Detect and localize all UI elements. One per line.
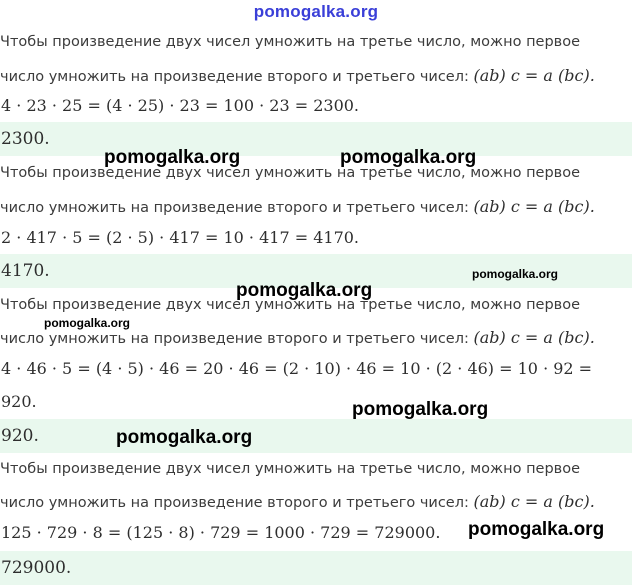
answer-box [0, 122, 632, 156]
rule-text: число умножить на произведение второго и третьего чисел: [0, 495, 469, 511]
calculation-line: 125 · 729 · 8 = (125 · 8) · 729 = 1000 · 729 = 729000. [1, 523, 441, 542]
rule-line-1: Чтобы произведение двух чисел умножить на третье число, можно первое [0, 461, 581, 477]
rule-formula: (ab) c = a (bc). [473, 328, 595, 347]
rule-formula: (ab) c = a (bc). [473, 197, 595, 216]
answer-box [0, 419, 632, 453]
watermark: pomogalka.org [116, 427, 253, 448]
rule-line-1: Чтобы произведение двух чисел умножить на третье число, можно первое [0, 34, 581, 50]
answer-text: 4170. [1, 261, 50, 281]
watermark: pomogalka.org [468, 519, 605, 540]
rule-formula: (ab) c = a (bc). [473, 492, 595, 511]
calculation-line: 2 · 417 · 5 = (2 · 5) · 417 = 10 · 417 = 4170. [1, 228, 360, 247]
rule-text: число умножить на произведение второго и третьего чисел: [0, 331, 469, 347]
rule-line-2 [0, 492, 632, 511]
watermark: pomogalka.org [44, 316, 131, 330]
answer-text: 920. [1, 426, 39, 446]
rule-text: число умножить на произведение второго и третьего чисел: [0, 200, 469, 216]
rule-line-2 [0, 66, 632, 85]
answer-text: 2300. [1, 129, 50, 149]
rule-line-1: Чтобы произведение двух чисел умножить на третье число, можно первое [0, 297, 581, 313]
rule-line-1: Чтобы произведение двух чисел умножить на третье число, можно первое [0, 165, 581, 181]
watermark: pomogalka.org [352, 399, 489, 420]
rule-line-2 [0, 328, 632, 347]
answer-box [0, 551, 632, 585]
header-watermark: pomogalka.org [253, 2, 379, 21]
calculation-line: 4 · 23 · 25 = (4 · 25) · 23 = 100 · 23 = 2300. [1, 96, 360, 115]
rule-formula: (ab) c = a (bc). [473, 66, 595, 85]
rule-line-2 [0, 197, 632, 216]
answer-text: 729000. [1, 558, 72, 578]
calculation-line-continued: 920. [1, 392, 37, 411]
rule-text: число умножить на произведение второго и третьего чисел: [0, 69, 469, 85]
watermark: pomogalka.org [104, 147, 241, 168]
watermark: pomogalka.org [340, 147, 477, 168]
watermark: pomogalka.org [236, 280, 373, 301]
watermark: pomogalka.org [472, 267, 559, 281]
calculation-line: 4 · 46 · 5 = (4 · 5) · 46 = 20 · 46 = (2 · 10) · 46 = 10 · (2 · 46) = 10 · 92 = [1, 359, 593, 378]
